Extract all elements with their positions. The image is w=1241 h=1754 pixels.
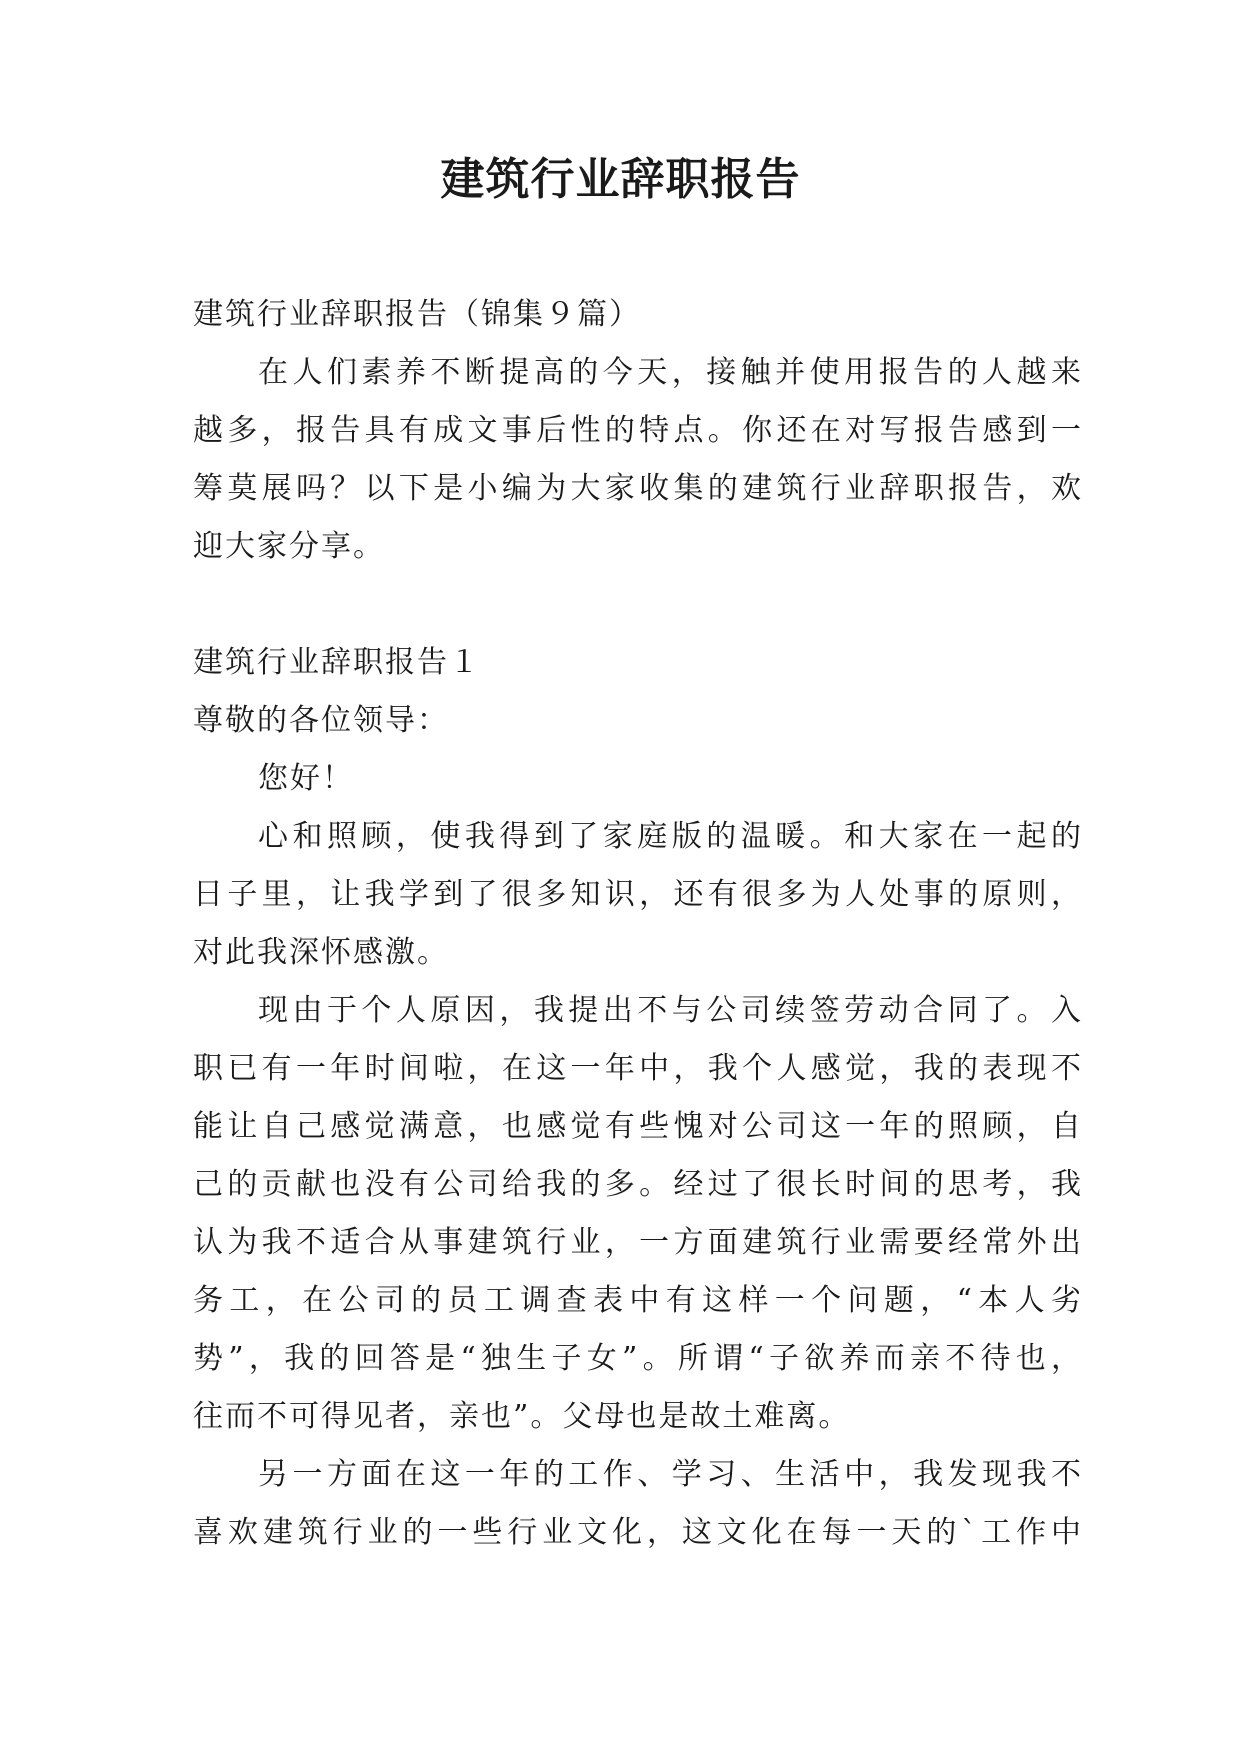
blank-line: [193, 576, 1083, 634]
collection-subtitle: 建筑行业辞职报告（锦集９篇）: [193, 297, 641, 332]
paragraph-line: 认为我不适合从事建筑行业，一方面建筑行业需要经常外出: [193, 1225, 1083, 1260]
paragraph-line: 现由于个人原因，我提出不与公司续签劳动合同了。入: [258, 993, 1083, 1028]
paragraph-line: 在人们素养不断提高的今天，接触并使用报告的人越来: [258, 355, 1083, 390]
paragraph-line: 己的贡献也没有公司给我的多。经过了很长时间的思考，我: [193, 1167, 1083, 1202]
paragraph-line: 越多，报告具有成文事后性的特点。你还在对写报告感到一: [193, 413, 1083, 448]
body-paragraph-3: [193, 1446, 1083, 1562]
greeting: 您好！: [258, 761, 354, 796]
paragraph-line: 务工，在公司的员工调查表中有这样一个问题，“本人劣: [193, 1283, 1083, 1318]
document-body: [193, 286, 1083, 1562]
paragraph-line: 势”，我的回答是“独生子女”。所谓“子欲养而亲不待也，: [193, 1341, 1083, 1376]
body-paragraph-2: [193, 982, 1083, 1446]
document-title: 建筑行业辞职报告: [440, 154, 801, 205]
salutation: 尊敬的各位领导：: [193, 703, 449, 738]
paragraph-line: 往而不可得见者，亲也”。父母也是故土难离。: [193, 1399, 851, 1434]
intro-paragraph: [193, 344, 1083, 576]
body-paragraph-1: [193, 808, 1083, 982]
paragraph-line: 筹莫展吗？以下是小编为大家收集的建筑行业辞职报告，欢: [193, 471, 1083, 506]
paragraph-line: 职已有一年时间啦，在这一年中，我个人感觉，我的表现不: [193, 1051, 1083, 1086]
paragraph-line: 能让自己感觉满意，也感觉有些愧对公司这一年的照顾，自: [193, 1109, 1083, 1144]
paragraph-line: 迎大家分享。: [193, 529, 385, 564]
paragraph-line: 对此我深怀感激。: [193, 935, 449, 970]
section-heading: 建筑行业辞职报告１: [193, 645, 481, 680]
paragraph-line: 喜欢建筑行业的一些行业文化，这文化在每一天的`工作中: [193, 1515, 1083, 1550]
paragraph-line: 日子里，让我学到了很多知识，还有很多为人处事的原则，: [193, 877, 1083, 912]
paragraph-line: 另一方面在这一年的工作、学习、生活中，我发现我不: [258, 1457, 1083, 1492]
paragraph-line: 心和照顾，使我得到了家庭版的温暖。和大家在一起的: [258, 819, 1083, 854]
